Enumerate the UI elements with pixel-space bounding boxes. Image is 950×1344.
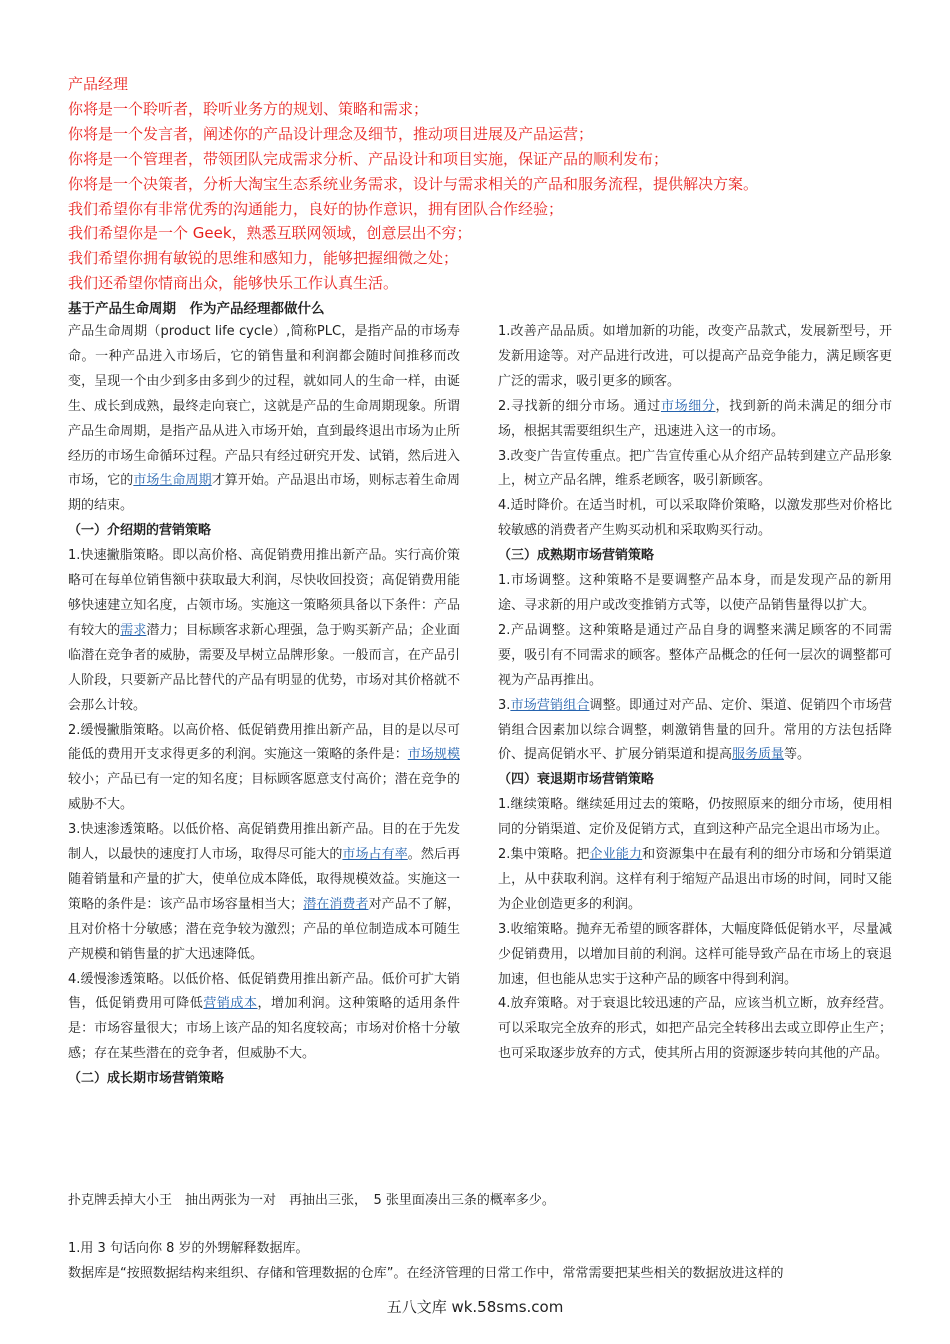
- link-market-share[interactable]: 市场占有率: [342, 847, 408, 863]
- paragraph: 4.适时降价。在适当时机，可以采取降价策略，以激发那些对价格比较敏感的消费者产生购买动机和采取购买行动。: [498, 498, 892, 539]
- section-heading-maturity: （三）成熟期市场营销策略: [498, 548, 655, 564]
- paragraph: 4.放弃策略。对于衰退比较迅速的产品，应该当机立断，放弃经营。可以采取完全放弃的形式，如把产品完全转移出去或立即停止生产；也可采取逐步放弃的方式，使其所占用的资源逐步转向其他的产品。: [498, 996, 892, 1062]
- intro-line: 我们希望你是一个 Geek，熟悉互联网领域，创意层出不穷；: [68, 224, 472, 243]
- link-potential-consumers[interactable]: 潜在消费者: [303, 896, 369, 912]
- article-heading: 基于产品生命周期 作为产品经理都做什么: [68, 301, 325, 317]
- link-enterprise-capability[interactable]: 企业能力: [589, 847, 643, 863]
- section-heading-introduction: （一）介绍期的营销策略: [68, 523, 212, 539]
- link-market-segmentation[interactable]: 市场细分: [660, 398, 716, 414]
- paragraph: 2.寻找新的细分市场。通过市场细分，找到新的尚未满足的细分市场，根据其需要组织生产，迅速进入这一的市场。: [498, 398, 892, 439]
- paragraph: 2.缓慢撇脂策略。以高价格、低促销费用推出新产品，目的是以尽可能低的费用开支求得更多的利润。实施这一策略的条件是：市场规模较小；产品已有一定的知名度；目标顾客愿意支付高价；潜在竞争的威胁不大。: [68, 722, 460, 813]
- database-answer: 数据库是“按照数据结构来组织、存储和管理数据的仓库”。在经济管理的日常工作中，常常需要把某些相关的数据放进这样的: [68, 1266, 784, 1281]
- section-heading-decline: （四）衰退期市场营销策略: [498, 772, 655, 788]
- paragraph: 2.集中策略。把企业能力和资源集中在最有利的细分市场和分销渠道上，从中获取利润。这样有利于缩短产品退出市场的时间，同时又能为企业创造更多的利润。: [498, 847, 892, 912]
- paragraph: 1.市场调整。这种策略不是要调整产品本身，而是发现产品的新用途、寻求新的用户或改变推销方式等，以使产品销售量得以扩大。: [498, 573, 892, 613]
- right-column: [498, 320, 892, 1067]
- intro-line: 你将是一个发言者，阐述你的产品设计理念及细节，推动项目进展及产品运营；: [68, 124, 594, 143]
- poker-question: 扑克牌丢掉大小王 抽出两张为一对 再抽出三张， 5 张里面凑出三条的概率多少。: [68, 1193, 555, 1208]
- left-column: [68, 320, 460, 1092]
- job-intro: [68, 72, 908, 296]
- plc-intro-paragraph: 产品生命周期（product life cycle）,简称PLC，是指产品的市场寿命。一种产品进入市场后，它的销售量和利润都会随时间推移而改变，呈现一个由少到多由多到少的过程，就如同人的生命一样，由诞生、成长到成熟，最终走向衰亡，这就是产品的生命周期现象。所谓产品生命周期，是指产品从进入市场开始，直到最终退出市场为止所经历的市场生命循环过程。产品只有经过研究开发、试销，然后进入市场，它的市场生命周期才算开始。产品退出市场，则标志着生命周期的结束。: [68, 324, 460, 514]
- paragraph: 3.改变广告宣传重点。把广告宣传重心从介绍产品转到建立产品形象上，树立产品名牌，维系老顾客，吸引新顾客。: [498, 448, 892, 489]
- section-heading-growth: （二）成长期市场营销策略: [68, 1071, 225, 1087]
- job-title: 产品经理: [68, 75, 129, 93]
- database-question: 1.用 3 句话向你 8 岁的外甥解释数据库。: [68, 1241, 309, 1256]
- link-demand[interactable]: 需求: [120, 622, 147, 638]
- intro-line: 你将是一个管理者，带领团队完成需求分析、产品设计和项目实施，保证产品的顺利发布；: [68, 149, 669, 168]
- intro-line: 我们希望你有非常优秀的沟通能力，良好的协作意识，拥有团队合作经验；: [68, 199, 564, 218]
- paragraph: 3.市场营销组合调整。即通过对产品、定价、渠道、促销四个市场营销组合因素加以综合调整，刺激销售量的回升。常用的方法包括降价、提高促销水平、扩展分销渠道和提高服务质量等。: [498, 697, 892, 763]
- paragraph: 1.改善产品品质。如增加新的功能，改变产品款式，发展新型号，开发新用途等。对产品进行改进，可以提高产品竞争能力，满足顾客更广泛的需求，吸引更多的顾客。: [498, 324, 892, 389]
- intro-line: 你将是一个决策者，分析大淘宝生态系统业务需求，设计与需求相关的产品和服务流程，提供解决方案。: [68, 174, 759, 193]
- link-market-life-cycle[interactable]: 市场生命周期: [133, 473, 212, 489]
- paragraph: 1.继续策略。继续延用过去的策略，仍按照原来的细分市场，使用相同的分销渠道、定价及促销方式，直到这种产品完全退出市场为止。: [498, 797, 892, 838]
- link-marketing-cost[interactable]: 营销成本: [203, 996, 258, 1012]
- paragraph: 1.快速撇脂策略。即以高价格、高促销费用推出新产品。实行高价策略可在每单位销售额中获取最大利润，尽快收回投资；高促销费用能够快速建立知名度，占领市场。实施这一策略须具备以下条件：产品有较大的需求潜力；目标顾客求新心理强，急于购买新产品；企业面临潜在竞争者的威胁，需要及早树立品牌形象。一般而言，在产品引人阶段，只要新产品比替代的产品有明显的优势，市场对其价格就不会那么计较。: [68, 548, 460, 713]
- paragraph: 2.产品调整。这种策略是通过产品自身的调整来满足顾客的不同需要，吸引有不同需求的顾客。整体产品概念的任何一层次的调整都可视为产品再推出。: [498, 622, 892, 688]
- intro-line: 你将是一个聆听者，聆听业务方的规划、策略和需求；: [68, 99, 429, 118]
- link-marketing-mix[interactable]: 市场营销组合: [510, 697, 590, 713]
- watermark-footer: 五八文库 wk.58sms.com: [386, 1298, 564, 1316]
- intro-line: 我们希望你拥有敏锐的思维和感知力，能够把握细微之处；: [68, 249, 459, 268]
- paragraph: 3.收缩策略。抛弃无希望的顾客群体，大幅度降低促销水平，尽量减少促销费用，以增加目前的利润。这样可能导致产品在市场上的衰退加速，但也能从忠实于这种产品的顾客中得到利润。: [498, 921, 892, 987]
- paragraph: 4.缓慢渗透策略。以低价格、低促销费用推出新产品。低价可扩大销售，低促销费用可降低营销成本，增加利润。这种策略的适用条件是：市场容量很大；市场上该产品的知名度较高；市场对价格十分敏感；存在某些潜在的竞争者，但威胁不大。: [68, 971, 460, 1062]
- paragraph: 3.快速渗透策略。以低价格、高促销费用推出新产品。目的在于先发制人，以最快的速度打人市场，取得尽可能大的市场占有率。然后再随着销量和产量的扩大，使单位成本降低，取得规模效益。实施这一策略的条件是：该产品市场容量相当大；潜在消费者对产品不了解，且对价格十分敏感；潜在竞争较为激烈；产品的单位制造成本可随生产规模和销售量的扩大迅速降低。: [68, 822, 460, 962]
- link-service-quality[interactable]: 服务质量: [732, 747, 785, 763]
- intro-line: 我们还希望你情商出众，能够快乐工作认真生活。: [68, 274, 399, 293]
- link-market-size[interactable]: 市场规模: [407, 747, 460, 763]
